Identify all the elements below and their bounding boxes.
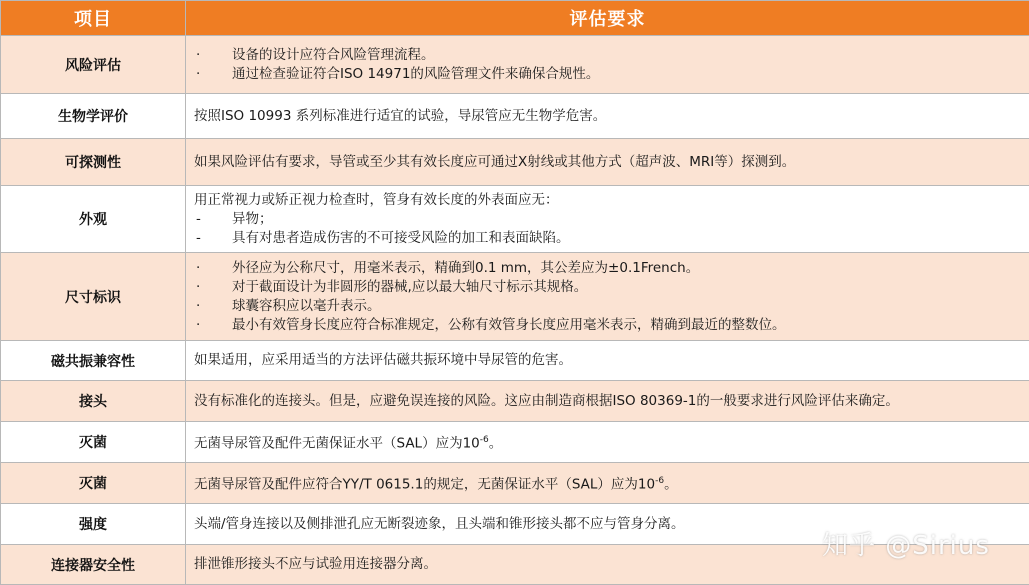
bullet-marker: ·: [194, 316, 232, 335]
bullet-marker: ·: [194, 65, 232, 84]
row-requirement: [186, 186, 1029, 253]
bullet-text: 具有对患者造成伤害的不可接受风险的加工和表面缺陷。: [232, 229, 570, 248]
table-header-row: [1, 1, 1029, 36]
row-requirement: 按照ISO 10993 系列标准进行适宜的试验，导尿管应无生物学危害。: [186, 94, 1029, 139]
bullet-line: [194, 316, 1029, 335]
table-row: [1, 341, 1029, 381]
row-item: 生物学评价: [1, 94, 186, 139]
bullet-line: [194, 297, 1029, 316]
bullet-text: 球囊容积应以毫升表示。: [232, 297, 381, 316]
row-item: 风险评估: [1, 36, 186, 94]
req-tail: 。: [489, 435, 503, 451]
header-requirement: 评估要求: [186, 1, 1029, 36]
bullet-text: 异物；: [232, 210, 273, 229]
bullet-line: [194, 259, 1029, 278]
bullet-line: [194, 65, 1029, 84]
row-requirement: [186, 253, 1029, 341]
header-item: 项目: [1, 1, 186, 36]
bullet-marker: ·: [194, 46, 232, 65]
row-requirement: 如果适用，应采用适当的方法评估磁共振环境中导尿管的危害。: [186, 341, 1029, 381]
table-row: [1, 139, 1029, 186]
row-item: 尺寸标识: [1, 253, 186, 341]
req-tail: 。: [664, 476, 678, 492]
row-item: 灭菌: [1, 463, 186, 504]
bullet-line: [194, 210, 1029, 229]
row-requirement: 如果风险评估有要求，导管或至少其有效长度应可通过X射线或其他方式（超声波、MRI等）探测到。: [186, 139, 1029, 186]
bullet-marker: -: [194, 210, 232, 229]
bullet-text: 最小有效管身长度应符合标准规定，公称有效管身长度应用毫米表示，精确到最近的整数位。: [232, 316, 786, 335]
bullet-line: [194, 229, 1029, 248]
row-item: 灭菌: [1, 422, 186, 463]
bullet-marker: ·: [194, 278, 232, 297]
req-text: 无菌导尿管及配件无菌保证水平（SAL）应为10: [194, 435, 480, 451]
row-item: 连接器安全性: [1, 545, 186, 585]
table-row: [1, 253, 1029, 341]
row-item: 磁共振兼容性: [1, 341, 186, 381]
exponent: -6: [655, 476, 664, 486]
bullet-line: [194, 278, 1029, 297]
intro-text: 用正常视力或矫正视力检查时，管身有效长度的外表面应无：: [194, 191, 1029, 210]
row-item: 强度: [1, 504, 186, 545]
row-item: 可探测性: [1, 139, 186, 186]
bullet-marker: ·: [194, 259, 232, 278]
row-item: 接头: [1, 381, 186, 422]
row-requirement: [186, 463, 1029, 504]
exponent: -6: [480, 435, 489, 445]
bullet-text: 设备的设计应符合风险管理流程。: [232, 46, 435, 65]
row-requirement: 头端/管身连接以及侧排泄孔应无断裂迹象，且头端和锥形接头都不应与管身分离。: [186, 504, 1029, 545]
bullet-marker: -: [194, 229, 232, 248]
bullet-text: 对于截面设计为非圆形的器械,应以最大轴尺寸标示其规格。: [232, 278, 587, 297]
bullet-text: 通过检查验证符合ISO 14971的风险管理文件来确保合规性。: [232, 65, 599, 84]
row-requirement: [186, 36, 1029, 94]
watermark: 知乎 @Sirius: [822, 525, 990, 562]
table-row: [1, 463, 1029, 504]
row-requirement: 没有标准化的连接头。但是，应避免误连接的风险。这应由制造商根据ISO 80369-1的一般要求进行风险评估来确定。: [186, 381, 1029, 422]
table-row: [1, 381, 1029, 422]
table-row: [1, 94, 1029, 139]
bullet-line: [194, 46, 1029, 65]
req-text: 无菌导尿管及配件应符合YY/T 0615.1的规定，无菌保证水平（SAL）应为10: [194, 476, 655, 492]
row-requirement: [186, 422, 1029, 463]
row-item: 外观: [1, 186, 186, 253]
row-requirement: 排泄锥形接头不应与试验用连接器分离。: [186, 545, 1029, 585]
bullet-marker: ·: [194, 297, 232, 316]
table-row: [1, 186, 1029, 253]
table-row: [1, 36, 1029, 94]
bullet-text: 外径应为公称尺寸，用毫米表示，精确到0.1 mm，其公差应为±0.1French。: [232, 259, 699, 278]
table-row: [1, 422, 1029, 463]
